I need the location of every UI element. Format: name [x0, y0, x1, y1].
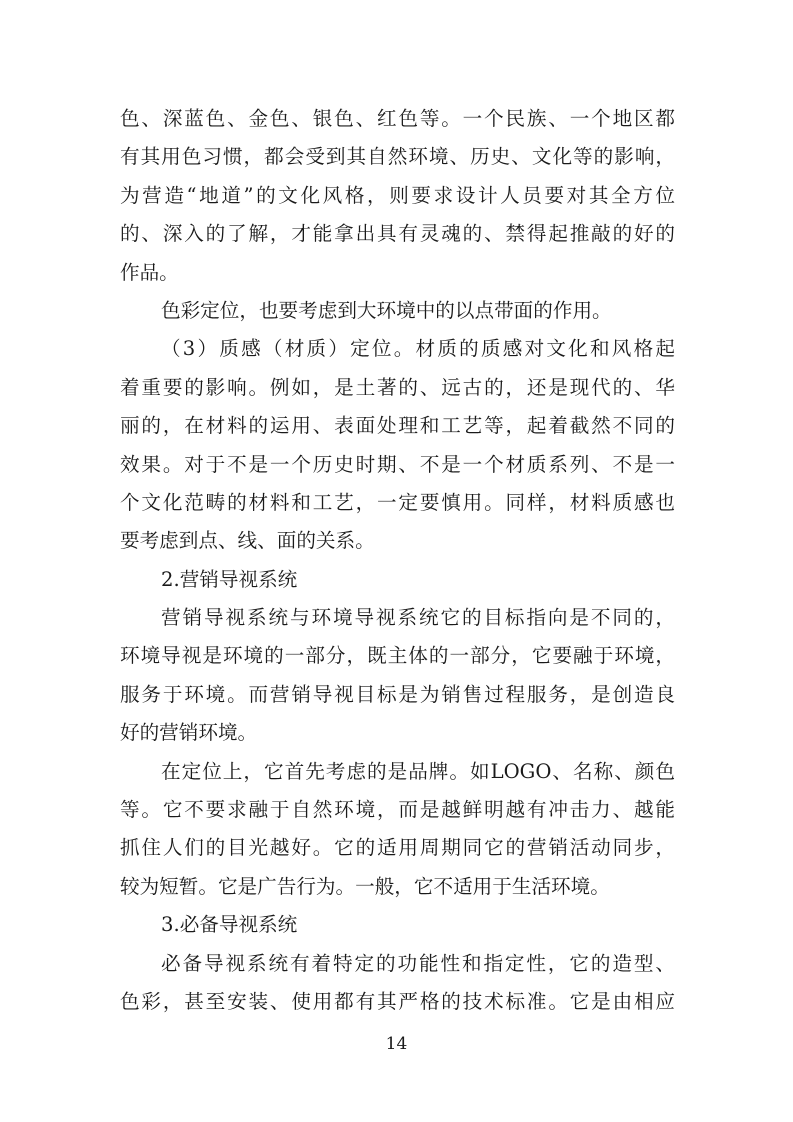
section-heading: 2.营销导视系统 [161, 567, 298, 591]
text-line: 营销导视系统与环境导视系统它的目标指向是不同的， [161, 606, 675, 630]
text-line: 必备导视系统有着特定的功能性和指定性，它的造型、 [161, 951, 675, 975]
text-line: 着重要的影响。例如，是土著的、远古的，还是现代的、华 [120, 375, 675, 399]
text-line: 丽的，在材料的运用、表面处理和工艺等，起着截然不同的 [120, 414, 675, 438]
section-heading: 3.必备导视系统 [161, 913, 298, 937]
text-line: 有其用色习惯，都会受到其自然环境、历史、文化等的影响， [120, 145, 675, 169]
text-line: 在定位上，它首先考虑的是品牌。如LOGO、名称、颜色 [161, 759, 675, 783]
text-line: 环境导视是环境的一部分，既主体的一部分，它要融于环境， [120, 644, 675, 668]
text-line: 个文化范畴的材料和工艺，一定要慎用。同样，材料质感也 [120, 490, 675, 514]
text-line: 要考虑到点、线、面的关系。 [120, 529, 375, 553]
text-line: 效果。对于不是一个历史时期、不是一个材质系列、不是一 [120, 452, 675, 476]
page-number: 14 [385, 1034, 408, 1054]
text-line: 色彩，甚至安装、使用都有其严格的技术标准。它是由相应 [120, 989, 675, 1013]
text-line: 等。它不要求融于自然环境，而是越鲜明越有冲击力、越能 [120, 798, 675, 822]
text-line: 抓住人们的目光越好。它的适用周期同它的营销活动同步， [120, 836, 675, 860]
text-line: （3）质感（材质）定位。材质的质感对文化和风格起 [161, 337, 675, 361]
text-line: 色彩定位，也要考虑到大环境中的以点带面的作用。 [161, 298, 612, 322]
text-line: 较为短暂。它是广告行为。一般，它不适用于生活环境。 [120, 874, 610, 898]
text-line: 的、深入的了解，才能拿出具有灵魂的、禁得起推敲的好的 [120, 222, 675, 246]
text-line: 为营造“地道”的文化风格，则要求设计人员要对其全方位 [120, 183, 675, 207]
text-line: 服务于环境。而营销导视目标是为销售过程服务，是创造良 [120, 682, 675, 706]
text-line: 好的营销环境。 [120, 721, 258, 745]
body-text [120, 100, 675, 1021]
text-line: 作品。 [120, 260, 179, 284]
text-line: 色、深蓝色、金色、银色、红色等。一个民族、一个地区都 [120, 107, 675, 130]
